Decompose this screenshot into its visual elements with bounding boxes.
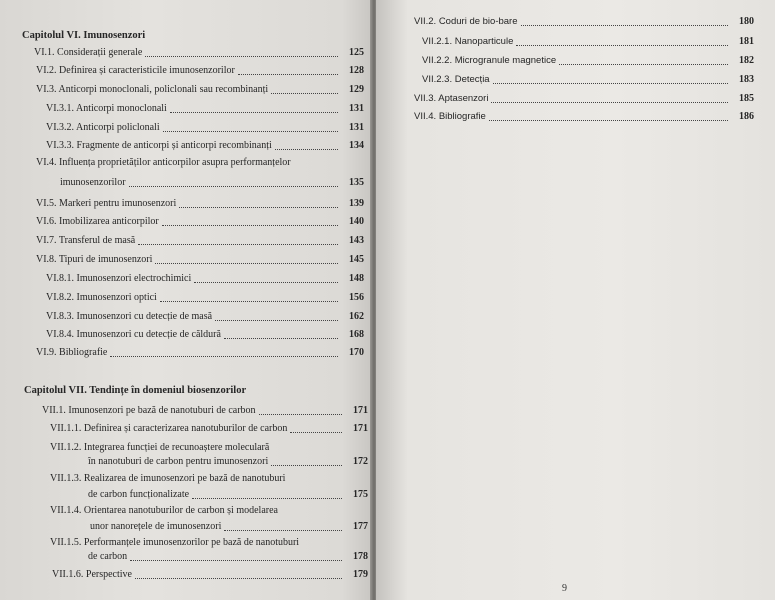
toc-entry: VII.1.2. Integrarea funcției de recunoaștere moleculară în nanotuburi de carbon pentru imunosenzori 172 [50, 442, 368, 467]
toc-entry: VII.2.3. Detecția 183 [422, 74, 754, 85]
toc-entry: VII.4. Bibliografie 186 [414, 111, 754, 122]
page-number-ref: 139 [349, 198, 364, 209]
page-number-ref: 128 [349, 65, 364, 76]
page-number-ref: 125 [349, 47, 364, 58]
toc-entry: VI.8.2. Imunosenzori optici 156 [46, 292, 364, 303]
page-number-ref: 181 [739, 36, 754, 47]
toc-entry: VI.8.3. Imunosenzori cu detecție de masă 162 [46, 311, 364, 322]
toc-entry: VII.1.1. Definirea și caracterizarea nanotuburilor de carbon 171 [50, 423, 368, 434]
toc-entry: VII.2.2. Microgranule magnetice 182 [422, 55, 754, 66]
toc-entry: VII.1. Imunosenzori pe bază de nanotuburi de carbon 171 [42, 405, 368, 416]
page-number-ref: 168 [349, 329, 364, 340]
toc-entry: VI.3. Anticorpi monoclonali, policlonali sau recombinanți 129 [36, 84, 364, 95]
chapter-vii-heading: Capitolul VII. Tendințe în domeniul biosenzorilor [24, 385, 247, 396]
page-number-ref: 170 [349, 347, 364, 358]
toc-entry: VI.3.1. Anticorpi monoclonali 131 [46, 103, 364, 114]
left-page [0, 0, 372, 600]
page-number-ref: 140 [349, 216, 364, 227]
page-number-ref: 177 [353, 521, 368, 532]
toc-entry: VI.6. Imobilizarea anticorpilor 140 [36, 216, 364, 227]
toc-entry: VII.1.5. Performanțele imunosenzorilor pe bază de nanotuburi de carbon 178 [50, 537, 368, 562]
toc-entry: VI.4. Influența proprietăților anticorpilor asupra performanțelor imunosenzorilor 135 [36, 157, 364, 188]
toc-entry: VI.5. Markeri pentru imunosenzori 139 [36, 198, 364, 209]
page-number-ref: 162 [349, 311, 364, 322]
page-number-ref: 131 [349, 103, 364, 114]
page-number-ref: 182 [739, 55, 754, 66]
page-number-ref: 134 [349, 140, 364, 151]
toc-entry: VI.1. Considerații generale 125 [34, 47, 364, 58]
page-number-ref: 171 [353, 405, 368, 416]
toc-entry: VII.1.4. Orientarea nanotuburilor de carbon și modelarea unor nanorețele de imunosenzori 177 [50, 505, 368, 532]
toc-entry: VII.1.3. Realizarea de imunosenzori pe bază de nanotuburi de carbon funcționalizate 175 [50, 473, 368, 500]
page-number: 9 [562, 583, 567, 594]
toc-entry: VI.8.4. Imunosenzori cu detecție de căldură 168 [46, 329, 364, 340]
toc-entry: VI.2. Definirea și caracteristicile imunosenzorilor 128 [36, 65, 364, 76]
page-number-ref: 156 [349, 292, 364, 303]
page-number-ref: 180 [739, 16, 754, 27]
toc-entry: VI.8.1. Imunosenzori electrochimici 148 [46, 273, 364, 284]
page-number-ref: 183 [739, 74, 754, 85]
toc-entry: VI.9. Bibliografie 170 [36, 347, 364, 358]
page-number-ref: 186 [739, 111, 754, 122]
toc-entry: VI.7. Transferul de masă 143 [36, 235, 364, 246]
chapter-vi-heading: Capitolul VI. Imunosenzori [22, 30, 146, 41]
toc-entry: VII.3. Aptasenzori 185 [414, 93, 754, 104]
page-number-ref: 178 [353, 551, 368, 562]
page-number-ref: 148 [349, 273, 364, 284]
page-number-ref: 179 [353, 569, 368, 580]
toc-entry: VII.2. Coduri de bio-bare 180 [414, 16, 754, 27]
toc-entry: VII.2.1. Nanoparticule 181 [422, 36, 754, 47]
page-number-ref: 143 [349, 235, 364, 246]
page-number-ref: 145 [349, 254, 364, 265]
page-number-ref: 172 [353, 456, 368, 467]
toc-entry: VI.3.2. Anticorpi policlonali 131 [46, 122, 364, 133]
page-number-ref: 131 [349, 122, 364, 133]
right-page [376, 0, 775, 600]
toc-entry: VI.3.3. Fragmente de anticorpi și anticorpi recombinanți 134 [46, 140, 364, 151]
page-number-ref: 185 [739, 93, 754, 104]
page-number-ref: 171 [353, 423, 368, 434]
page-number-ref: 175 [353, 489, 368, 500]
toc-entry: VII.1.6. Perspective 179 [52, 569, 368, 580]
page-number-ref: 129 [349, 84, 364, 95]
page-number-ref: 135 [349, 177, 364, 188]
toc-entry: VI.8. Tipuri de imunosenzori 145 [36, 254, 364, 265]
